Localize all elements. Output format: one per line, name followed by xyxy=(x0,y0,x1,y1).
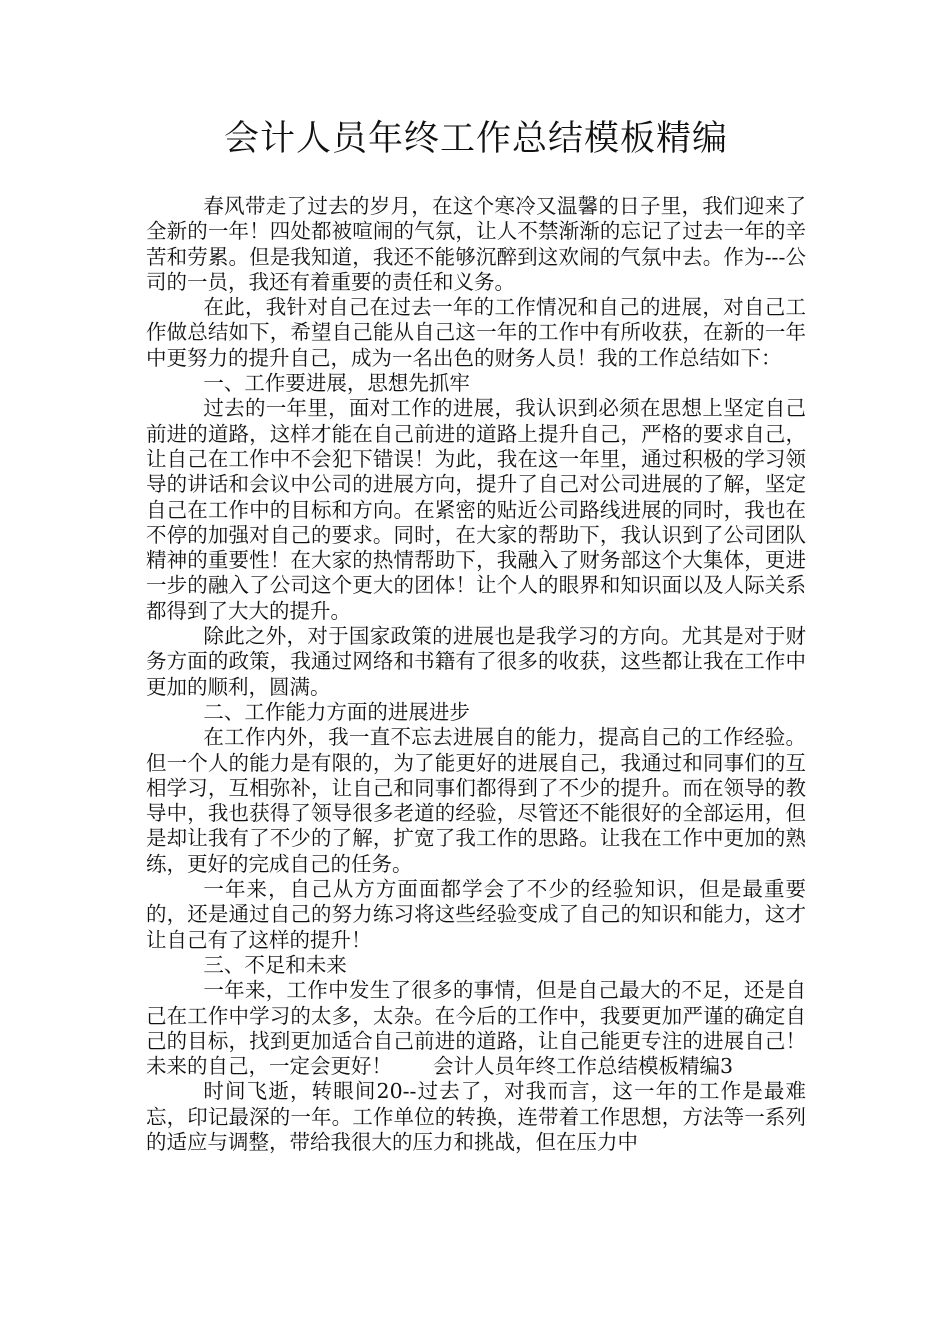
document-page xyxy=(146,118,806,1155)
section-heading-1: 一、工作要进展，思想先抓牢 xyxy=(203,371,470,396)
paragraph-section-1-body: 过去的一年里，面对工作的进展，我认识到必须在思想上坚定自己前进的道路，这样才能在自己前进的道路上提升自己，严格的要求自己，让自己在工作中不会犯下错误！为此，我在这一年里，通过积极的学习领导的讲话和会议中公司的进展方向，提升了自己对公司进展的了解，坚定自己在工作中的目标和方向。在紧密的贴近公司路线进展的同时，我也在不停的加强对自己的要求。同时，在大家的帮助下，我认识到了公司团队精神的重要性！在大家的热情帮助下，我融入了财务部这个大集体，更进一步的融入了公司这个更大的团体！让个人的眼界和知识面以及人际关系都得到了大大的提升。 xyxy=(146,396,806,623)
paragraph-summary-purpose: 在此，我针对自己在过去一年的工作情况和自己的进展，对自己工作做总结如下，希望自己能从自己这一年的工作中有所收获，在新的一年中更努力的提升自己，成为一名出色的财务人员！我的工作总结如下： xyxy=(146,295,806,370)
document-title: 会计人员年终工作总结模板精编 xyxy=(223,119,728,159)
section-heading-3: 三、不足和未来 xyxy=(203,952,347,977)
paragraph-section-1-policy: 除此之外，对于国家政策的进展也是我学习的方向。尤其是对于财务方面的政策，我通过网络和书籍有了很多的收获，这些都让我在工作中更加的顺利，圆满。 xyxy=(146,624,806,699)
paragraph-next-summary: 时间飞逝，转眼间20--过去了，对我而言，这一年的工作是最难忘，印记最深的一年。工作单位的转换，连带着工作思想，方法等一系列的适应与调整，带给我很大的压力和挑战，但在压力中 xyxy=(146,1079,806,1154)
paragraph-section-2-body: 在工作内外，我一直不忘去进展自的能力，提高自己的工作经验。但一个人的能力是有限的，为了能更好的进展自己，我通过和同事们的互相学习，互相弥补，让自己和同事们都得到了不少的提升。而在领导的教导中，我也获得了领导很多老道的经验，尽管还不能很好的全部运用，但是却让我有了不少的了解，扩宽了我工作的思路。让我在工作中更加的熟练，更好的完成自己的任务。 xyxy=(146,725,806,876)
section-heading-2: 二、工作能力方面的进展进步 xyxy=(203,699,470,724)
paragraph-section-2-conclusion: 一年来，自己从方方面面都学会了不少的经验知识，但是最重要的，还是通过自己的努力练习将这些经验变成了自己的知识和能力，这才让自己有了这样的提升！ xyxy=(146,877,806,952)
paragraph-section-3-body: 一年来，工作中发生了很多的事情，但是自己最大的不足，还是自己在工作中学习的太多，太杂。在今后的工作中，我要更加严谨的确定自己的目标，找到更加适合自己前进的道路，让自己能更专注的进展自己！未来的自己，一定会更好！ 会计人员年终工作总结模板精编3 xyxy=(146,978,806,1079)
paragraph-intro: 春风带走了过去的岁月，在这个寒冷又温馨的日子里，我们迎来了全新的一年！四处都被喧闹的气氛，让人不禁渐渐的忘记了过去一年的辛苦和劳累。但是我知道，我还不能够沉醉到这欢闹的气氛中去。作为---公司的一员，我还有着重要的责任和义务。 xyxy=(146,194,806,294)
